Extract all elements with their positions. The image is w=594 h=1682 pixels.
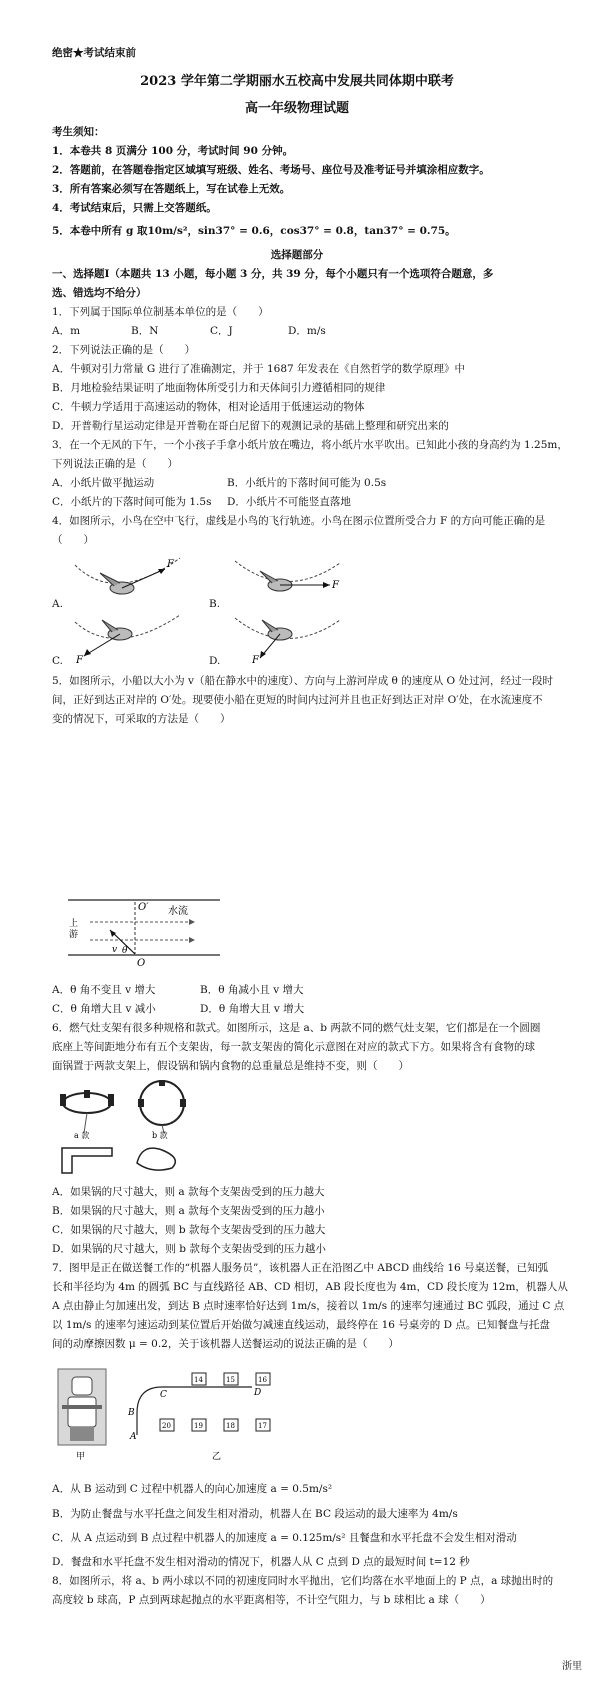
notice-item: 5．本卷中所有 g 取10m/s²，sin37° = 0.6，cos37° = 0.8，tan37° = 0.75。 — [52, 225, 456, 237]
svg-text:游: 游 — [69, 930, 79, 940]
q7-stem-line5: 间的动摩擦因数 μ = 0.2，关于该机器人送餐运动的说法正确的是（ ） — [52, 1338, 399, 1350]
point-a: A — [130, 1432, 137, 1442]
q7-robot-figure — [52, 1365, 302, 1465]
label-v: v — [112, 945, 118, 955]
notice-heading: 考生须知： — [52, 126, 105, 138]
q5-river-figure — [60, 890, 230, 970]
robot-icon — [72, 1377, 92, 1395]
svg-text:19: 19 — [194, 1422, 203, 1430]
q6-option-a: A．如果锅的尺寸越大，则 a 款每个支架齿受到的压力越大 — [52, 1186, 325, 1198]
q7-option-d: D．餐盘和水平托盘不发生相对滑动的情况下，机器人从 C 点到 D 点的最短时间 t=12 秒 — [52, 1556, 470, 1568]
q1-option-c: C．J — [210, 325, 233, 337]
point-d: D — [254, 1388, 262, 1398]
q7-option-a: A．从 B 运动到 C 过程中机器人的向心加速度 a = 0.5m/s² — [52, 1483, 333, 1495]
svg-text:17: 17 — [258, 1422, 267, 1430]
q8-stem-line2: 高度较 b 球高，P 点到两球起抛点的水平距离相等，不计空气阻力，与 b 球相比 a 球（ ） — [52, 1594, 491, 1606]
q7-stem-line1: 7．图甲是正在做送餐工作的“机器人服务员”，该机器人正在沿图乙中 ABCD 曲线给 16 号桌送餐，已知弧 — [52, 1262, 549, 1274]
q1-option-a: A．m — [52, 325, 81, 337]
force-arrow — [122, 569, 165, 588]
section-heading-line1: 一、选择题Ⅰ（本题共 13 小题，每小题 3 分，共 39 分，每个小题只有一个选项符合题意，多 — [52, 268, 494, 280]
q5-stem-line1: 5．如图所示，小船以大小为 v（船在静水中的速度）、方向与上游河岸成 θ 的速度从 O 处过河，经过一段时 — [52, 675, 553, 687]
label-jia: 甲 — [76, 1452, 86, 1462]
q3-option-b: B．小纸片的下落时间可能为 0.5s — [227, 477, 387, 489]
q7-stem-line3: A 点由静止匀加速出发，到达 B 点时速率恰好达到 1m/s，接着以 1m/s 的速率匀速通过 BC 弧段，通过 C 点 — [52, 1300, 565, 1312]
trajectory-dashed — [75, 558, 180, 583]
notice-item: 2．答题前，在答题卷指定区域填写班级、姓名、考场号、座位号及准考证号并填涂相应数字。 — [52, 164, 490, 176]
svg-text:15: 15 — [226, 1376, 235, 1384]
q4-option-d: D. — [209, 655, 221, 667]
q2-option-a: A．牛顿对引力常量 G 进行了准确测定，并于 1687 年发表在《自然哲学的数学原理》中 — [52, 363, 466, 375]
q4-option-c: C. — [52, 655, 63, 667]
q1-stem: 1．下列属于国际单位制基本单位的是（ ） — [52, 306, 269, 318]
q6-option-b: B．如果锅的尺寸越大，则 a 款每个支架齿受到的压力越小 — [52, 1205, 325, 1217]
label-water-flow: 水流 — [168, 906, 188, 917]
q8-stem-line1: 8．如图所示，将 a、b 两小球以不同的初速度同时水平抛出，它们均落在水平地面上的 P 点，a 球抛出时的 — [52, 1575, 554, 1587]
svg-text:18: 18 — [226, 1422, 235, 1430]
q7-option-c: C．从 A 点运动到 B 点过程中机器人的加速度 a = 0.125m/s² 且餐盘和水平托盘不会发生相对滑动 — [52, 1532, 517, 1544]
force-label: F — [167, 559, 174, 570]
point-b: B — [128, 1408, 135, 1418]
q3-stem-line2: 下列说法正确的是（ ） — [52, 458, 178, 470]
stand-b-ring — [140, 1081, 184, 1125]
q3-option-a: A．小纸片做平抛运动 — [52, 477, 155, 489]
q1-option-d: D．m/s — [288, 325, 326, 337]
q6-stove-figure — [52, 1078, 202, 1178]
secret-label: 绝密★考试结束前 — [52, 47, 136, 59]
notice-item: 1．本卷共 8 页满分 100 分，考试时间 90 分钟。 — [52, 145, 294, 157]
table-17 — [256, 1419, 270, 1431]
label-yi: 乙 — [212, 1452, 222, 1462]
q4-figure-b — [230, 553, 350, 608]
label-theta: θ — [122, 946, 128, 956]
q4-figure-a — [70, 553, 190, 608]
q7-stem-line2: 长和半径均为 4m 的圆弧 BC 与直线路径 AB、CD 相切，AB 段长度也为 4m，CD 段长度为 12m，机器人从 — [52, 1281, 568, 1293]
notice-item: 3．所有答案必须写在答题纸上，写在试卷上无效。 — [52, 183, 291, 195]
table-19 — [192, 1419, 206, 1431]
q4-stem-line1: 4．如图所示，小鸟在空中飞行，虚线是小鸟的飞行轨迹。小鸟在图示位置所受合力 F 的方向可能正确的是 — [52, 515, 546, 527]
point-c: C — [160, 1390, 167, 1400]
q7-stem-line4: 以 1m/s 的速率匀速运动到某位置后开始做匀减速直线运动，最终停在 16 号桌旁的 D 点。已知餐盘与托盘 — [52, 1319, 550, 1331]
q6-stem-line3: 面锅置于两款支架上，假设锅和锅内食物的总重量总是维持不变，则（ ） — [52, 1060, 409, 1072]
q5-option-a: A．θ 角不变且 v 增大 — [52, 984, 156, 996]
label-b: b 款 — [152, 1131, 168, 1140]
q6-option-d: D．如果锅的尺寸越大，则 b 款每个支架齿受到的压力越小 — [52, 1243, 326, 1255]
q5-stem-line2: 间，正好到达正对岸的 O′处。现要使小船在更短的时间内过河并且也正好到达正对岸 O′处，在水流速度不 — [52, 694, 543, 706]
q6-option-c: C．如果锅的尺寸越大，则 b 款每个支架齿受到的压力越大 — [52, 1224, 326, 1236]
q2-option-b: B．月地检验结果证明了地面物体所受引力和天体间引力遵循相同的规律 — [52, 382, 386, 394]
q4-figure-d — [230, 610, 350, 665]
table-18 — [224, 1419, 238, 1431]
force-label: F — [76, 655, 83, 665]
bird-wing — [100, 573, 120, 586]
q3-option-d: D．小纸片不可能竖直落地 — [227, 496, 351, 508]
q4-option-b: B. — [209, 598, 221, 610]
force-label: F — [252, 655, 259, 665]
label-o: O — [137, 958, 146, 969]
svg-text:20: 20 — [162, 1422, 171, 1430]
q2-stem: 2．下列说法正确的是（ ） — [52, 344, 196, 356]
label-o-prime: O′ — [138, 902, 149, 913]
table-14 — [192, 1373, 206, 1385]
q3-stem-line1: 3．在一个无风的下午，一个小孩子手拿小纸片放在嘴边，将小纸片水平吹出。已知此小孩的身高约为 1.25m， — [52, 439, 568, 451]
q6-stem-line2: 底座上等间距地分布有五个支架齿，每一款支架齿的简化示意图在对应的款式下方。如果将含有食物的球 — [52, 1041, 535, 1053]
section-heading-line2: 选、错选均不给分） — [52, 287, 147, 299]
q3-option-c: C．小纸片的下落时间可能为 1.5s — [52, 496, 212, 508]
exam-title: 2023 学年第二学期丽水五校高中发展共同体期中联考 — [140, 74, 454, 89]
corner-mark: 浙里 — [562, 1661, 582, 1672]
q5-stem-line3: 变的情况下，可采取的方法是（ ） — [52, 713, 231, 725]
q6-stem-line1: 6．燃气灶支架有很多种规格和款式。如图所示，这是 a、b 两款不同的燃气灶支架，它们都是在一个圆圈 — [52, 1022, 541, 1034]
exam-subtitle: 高一年级物理试题 — [244, 101, 349, 116]
q4-figure-c — [70, 610, 190, 665]
q1-option-b: B．N — [131, 325, 159, 337]
table-15 — [224, 1373, 238, 1385]
q4-option-a: A. — [52, 598, 63, 610]
q2-option-c: C．牛顿力学适用于高速运动的物体，相对论适用于低速运动的物体 — [52, 401, 365, 413]
svg-text:14: 14 — [194, 1376, 203, 1384]
label-upstream: 上 — [69, 919, 79, 929]
tray — [62, 1405, 102, 1409]
table-20 — [160, 1419, 174, 1431]
q5-option-d: D．θ 角增大且 v 增大 — [200, 1003, 305, 1015]
q5-option-c: C．θ 角增大且 v 减小 — [52, 1003, 156, 1015]
notice-item: 4．考试结束后，只需上交答题纸。 — [52, 202, 217, 214]
tooth-a-shape — [62, 1148, 112, 1173]
force-label: F — [332, 580, 339, 591]
table-16 — [256, 1373, 270, 1385]
q7-option-b: B．为防止餐盘与水平托盘之间发生相对滑动，机器人在 BC 段运动的最大速率为 4m/s — [52, 1508, 458, 1520]
tooth-b-shape — [137, 1148, 175, 1170]
section-title: 选择题部分 — [270, 249, 324, 261]
svg-text:16: 16 — [258, 1376, 267, 1384]
q4-stem-line2: （ ） — [52, 534, 94, 546]
q2-option-d: D．开普勒行星运动定律是开普勒在哥白尼留下的观测记录的基础上整理和研究出来的 — [52, 420, 449, 432]
q5-option-b: B．θ 角减小且 v 增大 — [200, 984, 304, 996]
label-a: a 款 — [74, 1131, 90, 1140]
